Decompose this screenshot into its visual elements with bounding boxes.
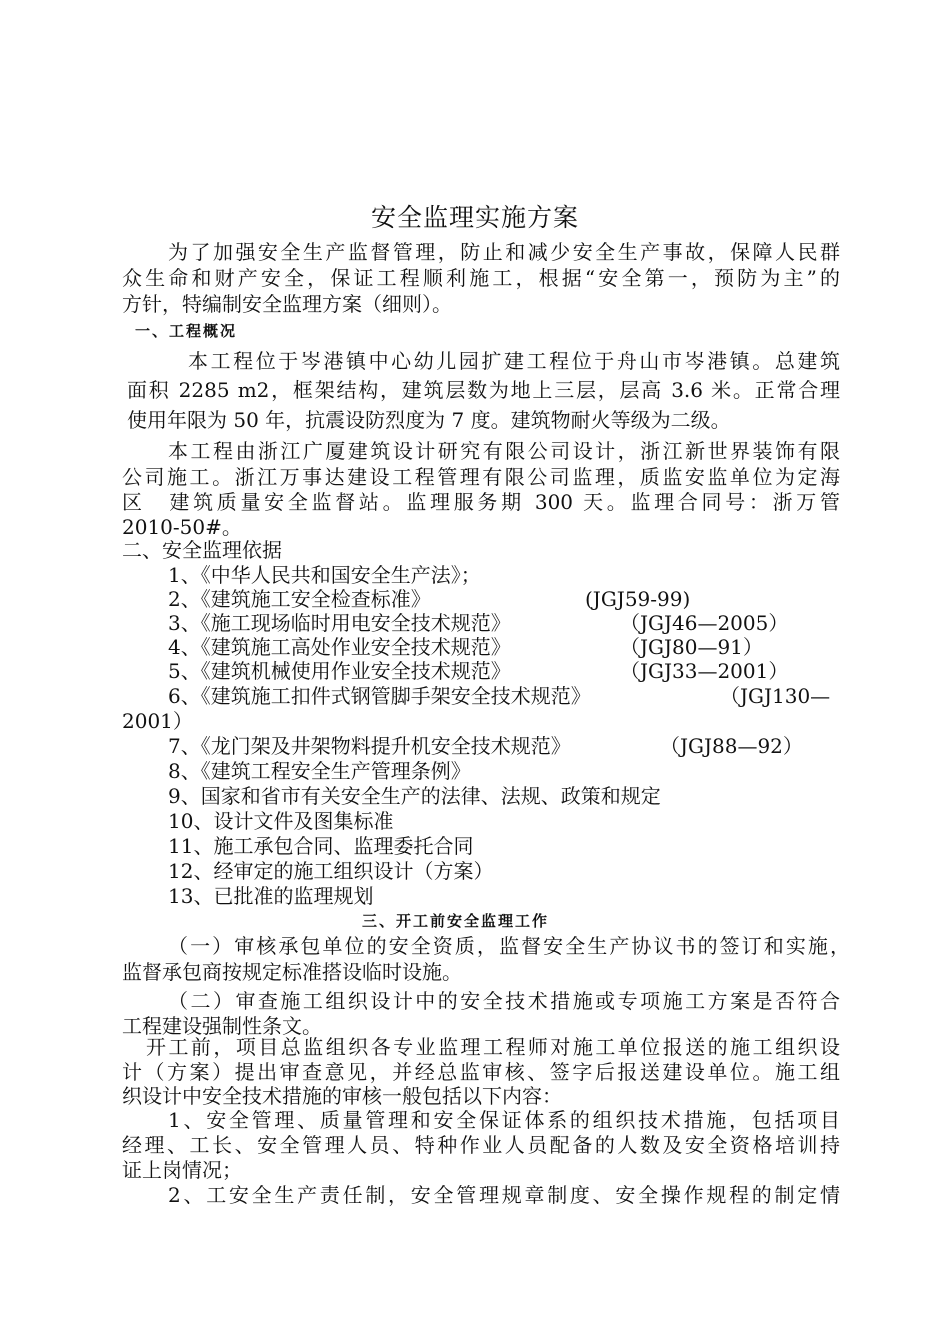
overview-line-2: 面积 2285 m2，框架结构，建筑层数为地上三层，层高 3.6 米。正常合理 [127, 378, 840, 402]
overview-line-5: 公司施工。浙江万事达建设工程管理有限公司监理，质监安监单位为定海 [122, 465, 840, 489]
reference-code: （JGJ80—91） [620, 635, 763, 659]
reference-item: 2、《建筑施工安全检查标准》 [168, 587, 431, 611]
preconstruction-line: （二）审查施工组织设计中的安全技术措施或专项施工方案是否符合 [168, 989, 840, 1013]
section-heading-1: 一、工程概况 [135, 322, 238, 340]
reference-item: 5、《建筑机械使用作业安全技术规范》 [168, 659, 511, 683]
overview-line-7: 2010-50#。 [122, 515, 242, 539]
preconstruction-line: 织设计中安全技术措施的审核一般包括以下内容： [122, 1084, 562, 1108]
reference-item-continuation: 2001） [122, 709, 193, 733]
reference-item: 3、《施工现场临时用电安全技术规范》 [168, 611, 511, 635]
intro-line-2: 众生命和财产安全，保证工程顺利施工，根据“安全第一，预防为主”的 [122, 266, 840, 290]
reference-item: 11、施工承包合同、监理委托合同 [168, 834, 474, 858]
preconstruction-line: 经理、工长、安全管理人员、特种作业人员配备的人数及安全资格培训持 [122, 1133, 840, 1157]
reference-item: 13、已批准的监理规划 [168, 884, 374, 908]
reference-item: 4、《建筑施工高处作业安全技术规范》 [168, 635, 511, 659]
page-title: 安全监理实施方案 [370, 203, 579, 232]
preconstruction-line: 开工前，项目总监组织各专业监理工程师对施工单位报送的施工组织设 [146, 1035, 840, 1059]
preconstruction-line: 监督承包商按规定标准搭设临时设施。 [122, 960, 462, 984]
reference-code: （JGJ130— [720, 684, 831, 708]
reference-item: 8、《建筑工程安全生产管理条例》 [168, 759, 471, 783]
reference-item: 7、《龙门架及井架物料提升机安全技术规范》 [168, 734, 571, 758]
reference-item: 1、《中华人民共和国安全生产法》； [168, 563, 481, 587]
reference-item: 9、国家和省市有关安全生产的法律、法规、政策和规定 [168, 784, 661, 808]
preconstruction-line: 工程建设强制性条文。 [122, 1014, 322, 1038]
reference-code: （JGJ46—2005） [620, 611, 789, 635]
reference-item: 6、《建筑施工扣件式钢管脚手架安全技术规范》 [168, 684, 591, 708]
overview-line-1: 本工程位于岑港镇中心幼儿园扩建工程位于舟山市岑港镇。总建筑 [188, 349, 840, 373]
reference-code: (JGJ59-99) [585, 587, 691, 611]
intro-line-1: 为了加强安全生产监督管理，防止和减少安全生产事故，保障人民群 [168, 240, 840, 264]
preconstruction-line: 2、工安全生产责任制，安全管理规章制度、安全操作规程的制定情 [168, 1183, 840, 1207]
preconstruction-line: （一）审核承包单位的安全资质，监督安全生产协议书的签订和实施， [168, 934, 850, 958]
overview-line-3: 使用年限为 50 年，抗震设防烈度为 7 度。建筑物耐火等级为二级。 [127, 408, 731, 432]
overview-line-4: 本工程由浙江广厦建筑设计研究有限公司设计，浙江新世界装饰有限 [168, 439, 840, 463]
preconstruction-line: 计（方案）提出审查意见，并经总监审核、签字后报送建设单位。施工组 [122, 1060, 840, 1084]
intro-line-3: 方针，特编制安全监理方案（细则）。 [122, 292, 452, 316]
preconstruction-line: 证上岗情况； [122, 1158, 242, 1182]
section-heading-3: 三、开工前安全监理工作 [362, 912, 550, 930]
overview-line-6: 区 建筑质量安全监督站。监理服务期 300 天。监理合同号：浙万管 [122, 490, 840, 514]
reference-code: （JGJ33—2001） [620, 659, 789, 683]
reference-item: 10、设计文件及图集标准 [168, 809, 394, 833]
preconstruction-line: 1、安全管理、质量管理和安全保证体系的组织技术措施，包括项目 [168, 1108, 840, 1132]
reference-code: （JGJ88—92） [660, 734, 803, 758]
reference-item: 12、经审定的施工组织设计（方案） [168, 859, 494, 883]
section-heading-2: 二、安全监理依据 [122, 538, 282, 562]
